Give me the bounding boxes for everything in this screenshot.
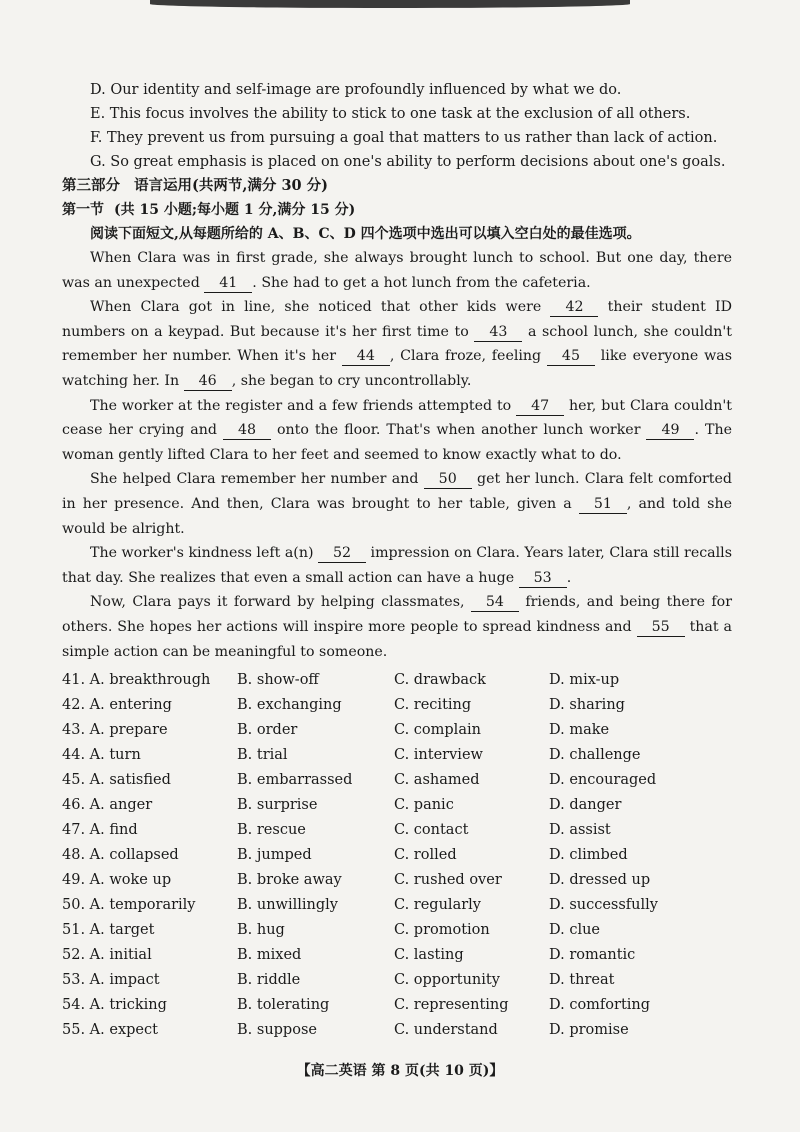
choice-d: D. comforting bbox=[549, 997, 651, 1014]
question-row bbox=[62, 1018, 732, 1043]
blank-51: 51 bbox=[579, 495, 627, 514]
section-one-subtitle: (共 15 小题;每小题 1 分,满分 15 分) bbox=[114, 202, 356, 218]
question-row bbox=[62, 818, 732, 843]
question-row bbox=[62, 993, 732, 1018]
choice-a: 43. A. prepare bbox=[62, 722, 168, 739]
blank-50: 50 bbox=[424, 470, 472, 489]
section-one-title: 第一节 bbox=[62, 202, 104, 218]
blank-49: 49 bbox=[646, 421, 694, 440]
part-three-title: 第三部分 bbox=[62, 177, 120, 194]
choice-b: B. tolerating bbox=[237, 997, 330, 1014]
choice-a: 48. A. collapsed bbox=[62, 847, 179, 864]
choice-c: C. contact bbox=[394, 822, 469, 839]
question-row bbox=[62, 793, 732, 818]
choice-d: D. challenge bbox=[549, 747, 641, 764]
choice-d: D. sharing bbox=[549, 697, 625, 714]
choice-a: 41. A. breakthrough bbox=[62, 672, 211, 689]
paragraph-4: She helped Clara remember her number and 50 get her lunch. Clara felt comforted in her presence. And then, Clara was brought to her table, given a 51 , and told she would be alright. bbox=[62, 471, 732, 537]
choice-a: 44. A. turn bbox=[62, 747, 141, 764]
paragraph-5: The worker's kindness left a(n) 52 impression on Clara. Years later, Clara still recalls that day. She realizes that even a small action can have a huge 53 . bbox=[62, 545, 732, 586]
choice-a: 49. A. woke up bbox=[62, 872, 172, 889]
choice-a: 47. A. find bbox=[62, 822, 138, 839]
page-edge-shadow bbox=[150, 0, 630, 8]
answer-choices bbox=[62, 668, 732, 1043]
choice-b: B. suppose bbox=[237, 1022, 317, 1039]
exam-page bbox=[62, 78, 732, 1043]
choice-d: D. encouraged bbox=[549, 772, 657, 789]
blank-55: 55 bbox=[637, 618, 685, 637]
question-row bbox=[62, 868, 732, 893]
choice-a: 54. A. tricking bbox=[62, 997, 167, 1014]
part-three-heading bbox=[62, 174, 732, 198]
choice-a: 52. A. initial bbox=[62, 947, 152, 964]
paragraph-1: When Clara was in first grade, she always brought lunch to school. But one day, there was an unexpected 41 . She had to get a hot lunch from the cafeteria. bbox=[62, 250, 732, 291]
option-f: F. They prevent us from pursuing a goal that matters to us rather than lack of action. bbox=[90, 130, 718, 146]
choice-b: B. embarrassed bbox=[237, 772, 353, 789]
choice-b: B. broke away bbox=[237, 872, 342, 889]
blank-54: 54 bbox=[471, 593, 519, 612]
paragraph-6: Now, Clara pays it forward by helping classmates, 54 friends, and being there for others. She hopes her actions will inspire more people to spread kindness and 55 that a simple action can be meaningful to someone. bbox=[62, 594, 732, 660]
choice-b: B. hug bbox=[237, 922, 285, 939]
question-row bbox=[62, 893, 732, 918]
choice-b: B. mixed bbox=[237, 947, 302, 964]
choice-d: D. make bbox=[549, 722, 610, 739]
blank-43: 43 bbox=[474, 323, 522, 342]
choice-c: C. lasting bbox=[394, 947, 464, 964]
choice-c: C. drawback bbox=[394, 672, 486, 689]
choice-b: B. surprise bbox=[237, 797, 318, 814]
blank-44: 44 bbox=[342, 347, 390, 366]
choice-d: D. dressed up bbox=[549, 872, 651, 889]
paragraph-3: The worker at the register and a few friends attempted to 47 her, but Clara couldn't cease her crying and 48 onto the floor. That's when another lunch worker 49 . The woman gently lifted Clara to her feet and seemed to know exactly what to do. bbox=[62, 397, 732, 463]
blank-45: 45 bbox=[547, 347, 595, 366]
question-row bbox=[62, 943, 732, 968]
choice-c: C. ashamed bbox=[394, 772, 480, 789]
previous-options bbox=[62, 78, 732, 174]
blank-53: 53 bbox=[519, 569, 567, 588]
choice-c: C. promotion bbox=[394, 922, 490, 939]
choice-a: 55. A. expect bbox=[62, 1022, 158, 1039]
question-row bbox=[62, 718, 732, 743]
blank-52: 52 bbox=[318, 544, 366, 563]
option-e: E. This focus involves the ability to stick to one task at the exclusion of all others. bbox=[90, 106, 691, 122]
choice-c: C. reciting bbox=[394, 697, 472, 714]
choice-a: 53. A. impact bbox=[62, 972, 160, 989]
blank-41: 41 bbox=[204, 274, 252, 293]
choice-c: C. panic bbox=[394, 797, 454, 814]
choice-a: 42. A. entering bbox=[62, 697, 172, 714]
choice-d: D. successfully bbox=[549, 897, 658, 914]
choice-c: C. understand bbox=[394, 1022, 498, 1039]
choice-b: B. rescue bbox=[237, 822, 306, 839]
choice-c: C. interview bbox=[394, 747, 483, 764]
choice-d: D. clue bbox=[549, 922, 601, 939]
choice-c: C. rolled bbox=[394, 847, 457, 864]
choice-d: D. climbed bbox=[549, 847, 628, 864]
choice-d: D. danger bbox=[549, 797, 622, 814]
choice-b: B. trial bbox=[237, 747, 288, 764]
choice-d: D. mix-up bbox=[549, 672, 620, 689]
blank-48: 48 bbox=[223, 421, 271, 440]
question-row bbox=[62, 918, 732, 943]
page-footer: 【高二英语 第 8 页(共 10 页)】 bbox=[296, 1063, 504, 1079]
choice-c: C. rushed over bbox=[394, 872, 502, 889]
question-row bbox=[62, 843, 732, 868]
choice-d: D. promise bbox=[549, 1022, 629, 1039]
choice-c: C. regularly bbox=[394, 897, 481, 914]
blank-42: 42 bbox=[550, 298, 598, 317]
question-row bbox=[62, 968, 732, 993]
question-row bbox=[62, 668, 732, 693]
paragraph-2: When Clara got in line, she noticed that other kids were 42 their student ID numbers on a keypad. But because it's her first time to 43 a school lunch, she couldn't remember her number. When it's her 44 , Clara froze, feeling 45 like everyone was watching her. In 46 , she began to cry uncontrollably. bbox=[62, 299, 733, 389]
choice-c: C. representing bbox=[394, 997, 509, 1014]
section-one-heading bbox=[62, 198, 732, 222]
choice-c: C. opportunity bbox=[394, 972, 500, 989]
choice-d: D. assist bbox=[549, 822, 611, 839]
choice-b: B. exchanging bbox=[237, 697, 342, 714]
blank-47: 47 bbox=[516, 397, 564, 416]
part-three-subtitle: 语言运用(共两节,满分 30 分) bbox=[134, 177, 329, 194]
choice-c: C. complain bbox=[394, 722, 481, 739]
choice-a: 45. A. satisfied bbox=[62, 772, 171, 789]
choice-b: B. riddle bbox=[237, 972, 301, 989]
choice-b: B. jumped bbox=[237, 847, 312, 864]
instruction: 阅读下面短文,从每题所给的 A、B、C、D 四个选项中选出可以填入空白处的最佳选项。 bbox=[90, 226, 641, 242]
cloze-passage bbox=[62, 246, 732, 664]
choice-d: D. romantic bbox=[549, 947, 636, 964]
question-row bbox=[62, 693, 732, 718]
choice-a: 50. A. temporarily bbox=[62, 897, 196, 914]
question-row bbox=[62, 768, 732, 793]
question-row bbox=[62, 743, 732, 768]
blank-46: 46 bbox=[184, 372, 232, 391]
option-d: D. Our identity and self-image are profoundly influenced by what we do. bbox=[90, 82, 622, 98]
choice-b: B. order bbox=[237, 722, 298, 739]
choice-d: D. threat bbox=[549, 972, 615, 989]
option-g: G. So great emphasis is placed on one's ability to perform decisions about one's goals. bbox=[90, 154, 726, 170]
choice-b: B. show-off bbox=[237, 672, 319, 689]
choice-a: 51. A. target bbox=[62, 922, 155, 939]
choice-b: B. unwillingly bbox=[237, 897, 338, 914]
choice-a: 46. A. anger bbox=[62, 797, 153, 814]
